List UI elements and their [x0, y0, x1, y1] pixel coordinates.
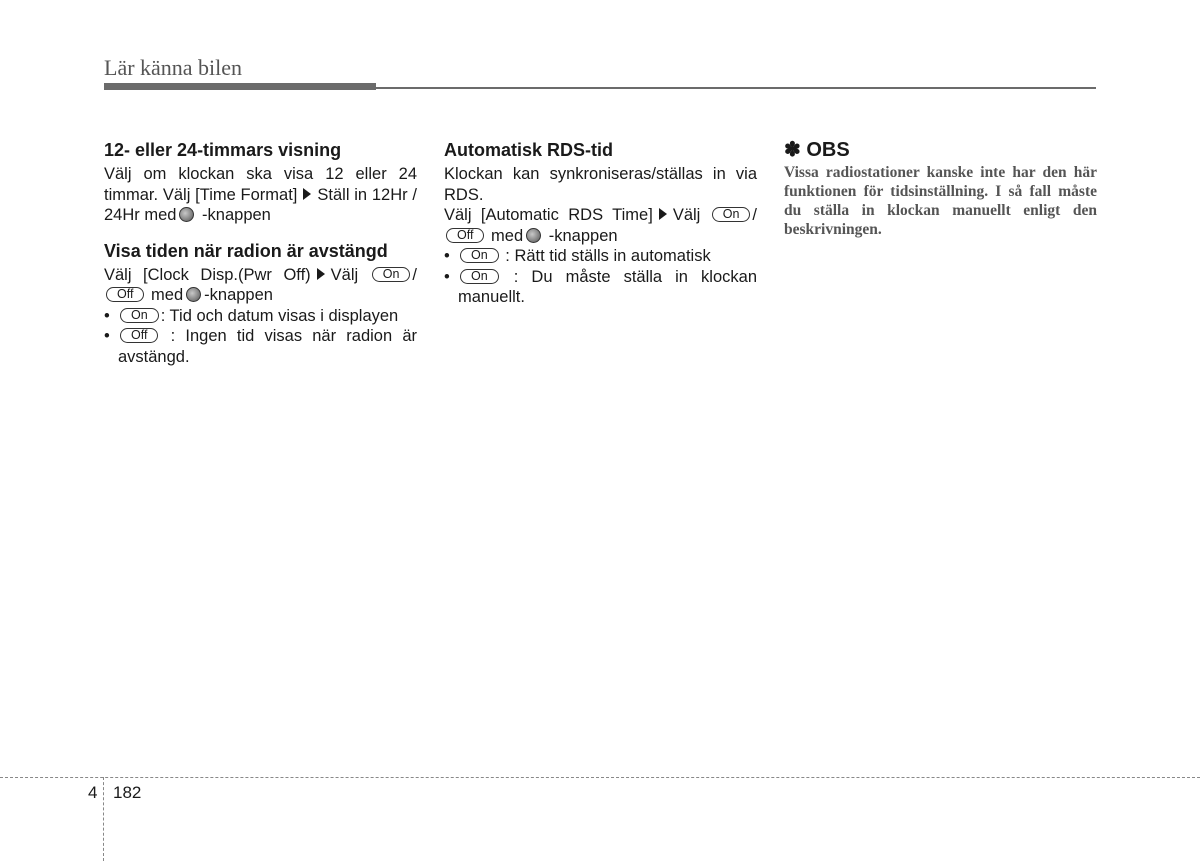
bullet-dot: •	[104, 327, 110, 345]
text-segment: Välj [Automatic RDS Time]	[444, 206, 653, 224]
text-segment: Välj	[672, 206, 701, 224]
clock-display-paragraph	[104, 265, 417, 306]
footer-divider	[0, 777, 1200, 778]
triangle-right-icon	[303, 188, 311, 200]
time-format-paragraph	[104, 164, 417, 226]
on-button-symbol: On	[460, 248, 499, 263]
bullet-dot: •	[104, 306, 110, 325]
on-button-symbol: On	[712, 207, 751, 222]
section-heading-clock-display: Visa tiden när radion är avstängd	[104, 240, 388, 261]
bullet-text: : Ingen tid visas när radion är avstängd.	[118, 327, 417, 366]
text-segment: -knappen	[204, 286, 273, 304]
chapter-number: 4	[88, 783, 98, 802]
note-title: ✽ OBS	[784, 139, 850, 161]
rds-intro-paragraph: Klockan kan synkroniseras/ställas in via RDS.	[444, 165, 757, 204]
bullet-text: : Du måste ställa in klockan manuellt.	[458, 267, 757, 306]
text-segment: Välj om klockan ska visa 12 eller 24 timmar. Välj [Time Format]	[104, 165, 417, 204]
list-item	[444, 267, 757, 308]
list-item	[104, 326, 417, 367]
text-segment: med	[151, 286, 184, 304]
text-segment: -knappen	[548, 226, 618, 245]
section-heading-rds-time: Automatisk RDS-tid	[444, 140, 614, 160]
text-segment: Välj [Clock Disp.(Pwr Off)	[104, 265, 311, 284]
section-heading-time-format: 12- eller 24-timmars visning	[104, 140, 342, 160]
footer-vertical-divider	[103, 777, 104, 861]
text-segment: Ställ in 12Hr / 24Hr med	[104, 185, 417, 224]
bullet-text: : Rätt tid ställs in automatisk	[505, 247, 711, 265]
knob-icon	[526, 228, 541, 243]
column-left	[104, 139, 417, 367]
list-item	[444, 246, 757, 267]
column-middle	[444, 139, 757, 308]
header-title: Lär känna bilen	[104, 55, 243, 80]
triangle-right-icon	[659, 208, 667, 220]
off-button-symbol: Off	[120, 328, 158, 343]
on-button-symbol: On	[120, 308, 159, 323]
text-segment: /	[752, 206, 757, 224]
header-bar-thick	[104, 83, 376, 90]
text-segment: Välj	[330, 265, 359, 284]
knob-icon	[179, 207, 194, 222]
bullet-dot: •	[444, 267, 450, 286]
page-number: 182	[113, 783, 142, 802]
text-segment: -knappen	[202, 206, 271, 224]
knob-icon	[186, 287, 201, 302]
off-button-symbol: Off	[446, 228, 484, 243]
on-button-symbol: On	[372, 267, 411, 282]
bullet-text: : Tid och datum visas i displayen	[160, 306, 399, 325]
triangle-right-icon	[317, 268, 325, 280]
rds-instruction-paragraph	[444, 205, 757, 246]
off-button-symbol: Off	[106, 287, 144, 302]
bullet-dot: •	[444, 247, 450, 265]
header-bar-thin	[376, 87, 1096, 89]
column-right	[784, 139, 1097, 239]
on-button-symbol: On	[460, 269, 499, 284]
note-text: Vissa radiostationer kanske inte har den här funktionen för tidsinställning. I så fall måste du ställa in klockan manuellt enligt den beskrivningen.	[784, 164, 1097, 238]
list-item	[104, 306, 417, 327]
text-segment: med	[491, 226, 524, 245]
text-segment: /	[412, 265, 418, 284]
